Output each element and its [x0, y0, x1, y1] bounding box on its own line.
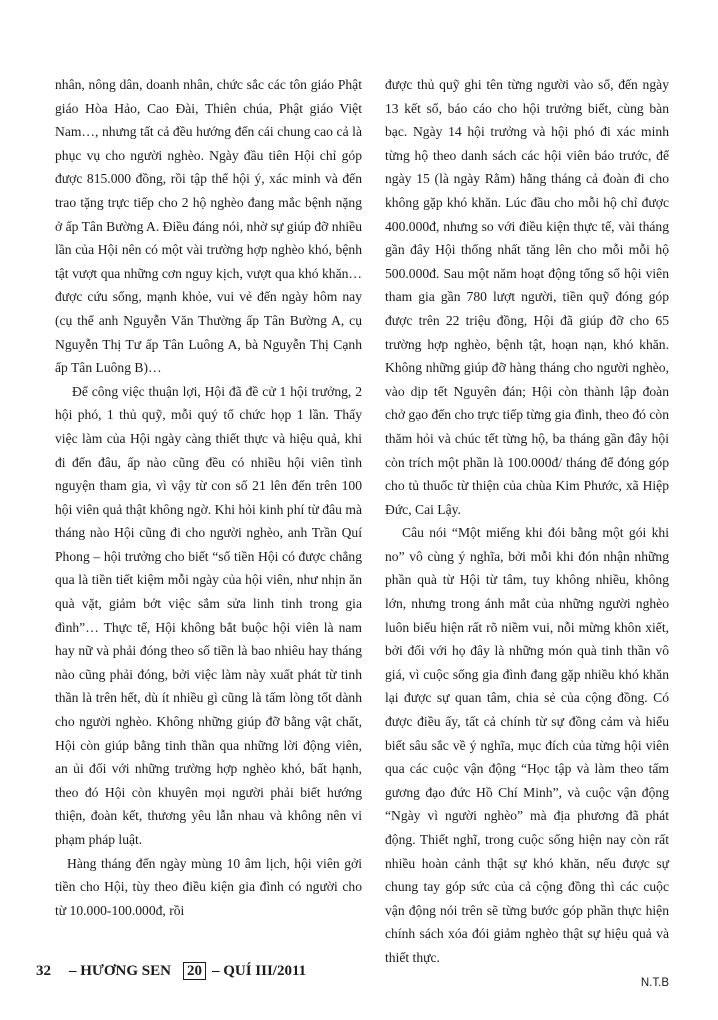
issue-quarter: – QUÍ III/2011 — [211, 962, 307, 979]
paragraph: Câu nói “Một miếng khi đói bằng một gói khi no” vô cùng ý nghĩa, bởi mỗi khi đón nhận những phần quà từ Hội từ tâm, tuy không nhiều, không lớn, nhưng trong ánh mắt của những người nghèo luôn biểu hiện rất rõ niềm vui, nỗi mừng khôn xiết, bởi đối với họ đây là những món quà tinh thần vô giá, vì cuộc sống gia đình đang gặp nhiều khó khăn lại được sự quan tâm, chia sẻ của cộng đồng. Có được điều ấy, tất cả chính từ sự đồng cảm và hiểu biết sâu sắc về ý nghĩa, mục đích của từng hội viên qua các cuộc vận động “Học tập và làm theo tấm gương đạo đức Hồ Chí Minh”, và cuộc vận động “Ngày vì người nghèo” mà địa phương đã phát động. Thiết nghĩ, trong cuộc sống hiện nay còn rất nhiều hoàn cảnh thật sự khó khăn, nếu được sự chung tay góp sức của cả cộng đồng thì các cuộc vận động nói trên sẽ từng bước góp phần thực hiện chính sách xóa đói giảm nghèo thật sự hiệu quả và thiết thực. — [385, 525, 669, 965]
issue-number-box: 20 — [183, 962, 206, 980]
paragraph: được thủ quỹ ghi tên từng người vào sổ, đến ngày 13 kết sổ, báo cáo cho hội trưởng biết, cùng bàn bạc. Ngày 14 hội trưởng và hội phó đi xác minh từng hộ theo danh sách các hội viên báo trước, để ngày 15 (là ngày Rằm) hằng tháng cả đoàn đi cho không gặp khó khăn. Lúc đầu cho mỗi hộ chỉ được 400.000đ, nhưng so với điều kiện thực tế, vài tháng gần đây Hội thống nhất tăng lên cho mỗi mỗi hộ 500.000đ. Sau một năm hoạt động tổng số hội viên tham gia gần 780 lượt người, tiền quỹ đóng góp được trên 22 triệu đồng, Hội đã giúp đỡ cho 65 trường hợp nghèo, bệnh tật, hoạn nạn, khó khăn. Không những giúp đỡ hàng tháng cho người nghèo, vào dịp tết Nguyên đán; Hội còn thành lập đoàn chở gạo đến cho trực tiếp từng gia đình, theo đó còn thăm hỏi và chúc tết từng hộ, ba tháng gần đây hội còn trích một phần là 100.000đ/ tháng để đóng góp cho tủ thuốc từ thiện của chùa Kim Phước, xã Hiệp Đức, Cai Lậy. — [385, 77, 669, 517]
page-footer — [36, 960, 306, 982]
paragraph: Để công việc thuận lợi, Hội đã đề cử 1 hội trưởng, 2 hội phó, 1 thủ quỹ, mỗi quý tổ chức họp 1 lần. Thấy việc làm của Hội ngày càng thiết thực và hiệu quả, khi đi đến đâu, ấp nào cũng đều có nhiều hội viên tình nguyện tham gia, vì vậy từ con số 21 lên đến trên 100 hội viên quả thật không ngờ. Khi hỏi kinh phí từ đâu mà tháng nào Hội cũng đi cho người nghèo, anh Trần Quí Phong – hội trưởng cho biết “số tiền Hội có được chẳng qua là tiền tiết kiệm mỗi ngày của hội viên, như nhịn ăn quà vặt, giảm bớt việc sắm sửa linh tinh trong gia đình”… Thực tế, Hội không bắt buộc hội viên là nam hay nữ và phải đóng theo số tiền là bao nhiêu hay tháng nào cũng phải đóng, bởi việc làm này xuất phát từ tinh thần là trên hết, dù ít nhiều gì cũng là tấm lòng tốt dành cho người nghèo. Không những giúp đỡ bằng vật chất, Hội còn giúp bằng tinh thần qua những lời động viên, an ủi đối với những trường hợp nghèo khó, bất hạnh, theo đó Hội còn khuyên mọi người phải biết hướng thiện, đoàn kết, thương yêu lẫn nhau và không nên vi phạm pháp luật. — [55, 383, 362, 847]
magazine-name: – HƯƠNG SEN — [69, 962, 171, 979]
author-signature: N.T.B — [640, 976, 669, 989]
page-number: 32 — [36, 962, 51, 979]
article-column-left — [55, 73, 362, 922]
paragraph: nhân, nông dân, doanh nhân, chức sắc các tôn giáo Phật giáo Hòa Hảo, Cao Đài, Thiên chúa, Phật giáo Việt Nam…, nhưng tất cả đều hướng đến cái chung cao cả là phục vụ cho người nghèo. Ngày đầu tiên Hội chỉ góp được 815.000 đồng, rồi tập thể hội ý, xác minh và đến trao tặng trực tiếp cho 2 hộ nghèo đang mắc bệnh nặng ở ấp Tân Bường A. Điều đáng nói, nhờ sự giúp đỡ nhiều lần của Hội nên có một vài trường hợp nghèo khó, bệnh tật vượt qua những cơn nguy kịch, vượt qua khó khăn… được cứu sống, mạnh khỏe, vui vẻ đến ngày hôm nay (cụ thể anh Nguyễn Văn Thường ấp Tân Bường A, cụ Nguyễn Thị Tư ấp Tân Luông A, bà Nguyễn Thị Cạnh ấp Tân Luông B)… — [55, 77, 362, 376]
paragraph: Hàng tháng đến ngày mùng 10 âm lịch, hội viên gởi tiền cho Hội, tùy theo điều kiện gia đình có người cho từ 10.000-100.000đ, rồi — [55, 855, 362, 918]
article-column-right — [385, 73, 669, 995]
